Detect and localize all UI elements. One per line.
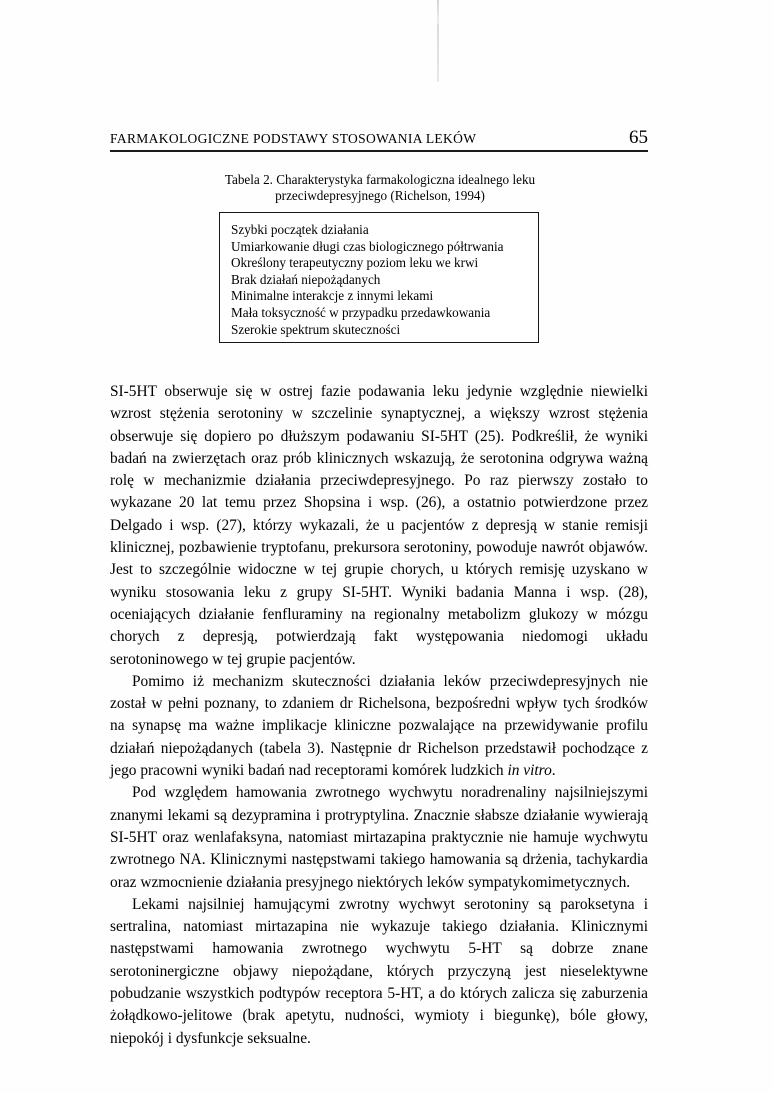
scan-artifact-line: [437, 0, 439, 82]
table-row: Szybki początek działania: [231, 222, 369, 237]
table-row: Minimalne interakcje z innymi lekami: [231, 288, 434, 304]
table-caption-line-1: Tabela 2. Charakterystyka farmakologiczna idealnego leku: [224, 172, 536, 187]
running-head: [110, 128, 648, 147]
table-row: Mała toksyczność w przypadku przedawkowania: [231, 304, 491, 320]
header-rule: [110, 150, 648, 152]
paragraph-2-text-part-2: .: [551, 762, 556, 780]
table-caption-line-2: przeciwdepresyjnego (Richelson, 1994): [275, 188, 485, 203]
table-2-rows: [220, 213, 538, 338]
table-row: Określony terapeutyczny poziom leku we krwi: [231, 255, 479, 271]
table-2-box: [219, 212, 539, 343]
table-row: Brak działań niepożądanych: [231, 271, 381, 287]
table-row: Umiarkowanie długi czas biologicznego półtrwania: [231, 238, 504, 254]
running-head-title: FARMAKOLOGICZNE PODSTAWY STOSOWANIA LEKÓW: [110, 131, 477, 146]
paragraph-2-italic-term: in vitro: [507, 762, 552, 780]
paragraph-1: SI-5HT obserwuje się w ostrej fazie podawania leku jedynie względnie niewielki wzrost stężenia serotoniny w szczelinie synaptycznej, a większy wzrost stężenia obserwuje się dopiero po dłuższym podawaniu SI-5HT (25). Podkreślił, że wyniki badań na zwierzętach oraz prób klinicznych wskazują, że serotonina odgrywa ważną rolę w mechanizmie działania przeciwdepresyjnego. Po raz pierwszy zostało to wykazane 20 lat temu przez Shopsina i wsp. (26), a ostatnio potwierdzone przez Delgado i wsp. (27), którzy wykazali, że u pacjentów z depresją w stanie remisji klinicznej, pozbawienie tryptofanu, prekursora serotoniny, powoduje nawrót objawów. Jest to szczególnie widoczne w tej grupie chorych, u których remisję uzyskano w wyniku stosowania leku z grupy SI-5HT. Wyniki badania Manna i wsp. (28), oceniających działanie fenfluraminy na regionalny metabolizm glukozy w mózgu chorych z depresją, potwierdzają fakt występowania niedomogi układu serotoninowego w tej grupie pacjentów.: [110, 383, 648, 668]
paragraph-3: Pod względem hamowania zwrotnego wychwytu noradrenaliny najsilniejszymi znanymi lekami są dezypramina i protryptylina. Znacznie słabsze działanie wywierają SI-5HT oraz wenlafaksyna, natomiast mirtazapina praktycznie nie hamuje wychwytu zwrotnego NA. Klinicznymi następstwami takiego hamowania są drżenia, tachykardia oraz wzmocnienie działania presyjnego niektórych leków sympatykomimetycznych.: [110, 784, 648, 891]
table-caption: [160, 172, 600, 204]
paragraph-2: [110, 671, 648, 782]
body-text: [110, 381, 648, 1050]
paragraph-2-text-part-1: Pomimo iż mechanizm skuteczności działania leków przeciwdepresyjnych nie został w pełni poznany, to zdaniem dr Richelsona, bezpośredni wpływ tych środków na synapsę ma ważne implikacje kliniczne pozwalające na przewidywanie profilu działań niepożądanych (tabela 3). Następnie dr Richelson przedstawił pochodzące z jego pracowni wyniki badań nad receptorami komórek ludzkich: [110, 672, 648, 780]
paragraph-4: Lekami najsilniej hamującymi zwrotny wychwyt serotoniny są paroksetyna i sertralina, natomiast mirtazapina nie wykazuje takiego działania. Klinicznymi następstwami hamowania zwrotnego wychwytu 5-HT są dobrze znane serotoninergiczne objawy niepożądane, których przyczyną jest nieselektywne pobudzanie wszystkich podtypów receptora 5-HT, a do których zalicza się zaburzenia żołądkowo-jelitowe (brak apetytu, nudności, wymioty i biegunkę), bóle głowy, niepokój i dysfunkcje seksualne.: [110, 895, 648, 1047]
page-number: 65: [629, 127, 648, 148]
table-row: Szerokie spektrum skuteczności: [231, 321, 401, 337]
